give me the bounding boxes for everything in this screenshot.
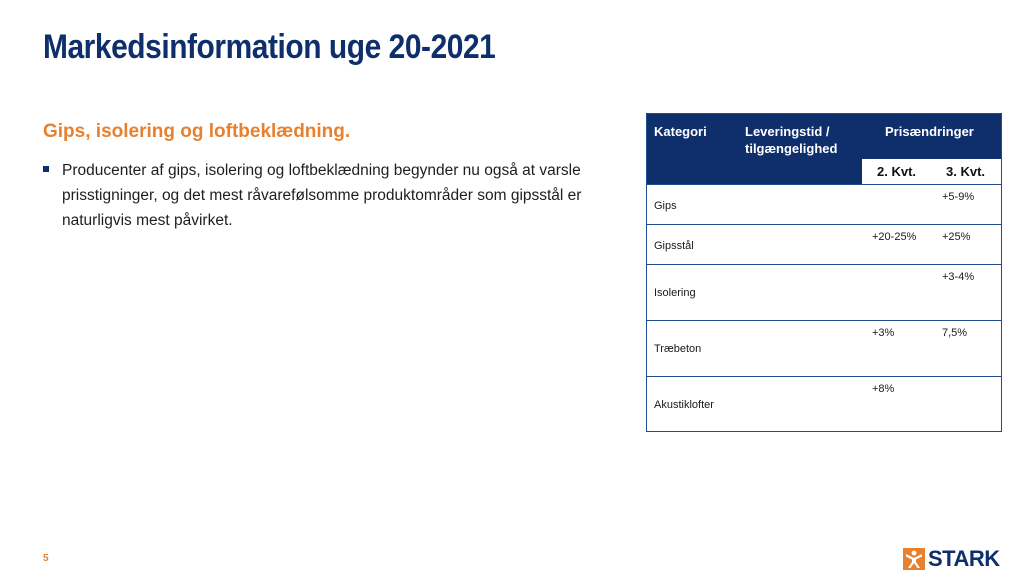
quarter-subheader <box>862 159 1001 184</box>
cell-q3: 7,5% <box>942 327 968 339</box>
bullet-item <box>43 158 613 233</box>
cell-q3: +3-4% <box>942 271 975 283</box>
page-number: 5 <box>43 553 49 564</box>
cell-category: Akustiklofter <box>654 399 714 411</box>
table-row <box>647 224 1001 264</box>
cell-q2: +8% <box>872 383 895 395</box>
cell-category: Træbeton <box>654 343 702 355</box>
section-subtitle: Gips, isolering og loftbeklædning. <box>43 121 351 142</box>
market-info-table <box>646 113 1002 432</box>
cell-q3: +5-9% <box>942 191 975 203</box>
bullet-list <box>43 158 613 233</box>
table-row <box>647 320 1001 376</box>
table-row <box>647 184 1001 224</box>
logo-text: STARK <box>928 546 1000 571</box>
header-price-changes: Prisændringer <box>885 124 974 139</box>
page-title: Markedsinformation uge 20-2021 <box>43 28 496 66</box>
cell-q3: +25% <box>942 231 971 243</box>
header-q3: 3. Kvt. <box>946 164 986 179</box>
table-row <box>647 376 1001 431</box>
cell-category: Gips <box>654 200 677 212</box>
table-header <box>647 114 1001 184</box>
cell-q2: +3% <box>872 327 895 339</box>
stark-figure-icon <box>903 548 925 570</box>
header-category: Kategori <box>654 124 707 139</box>
cell-q2: +20-25% <box>872 231 917 243</box>
header-lead-time: Leveringstid / tilgængelighed <box>745 124 838 156</box>
cell-category: Gipsstål <box>654 240 694 252</box>
header-q2: 2. Kvt. <box>877 164 917 179</box>
stark-logo <box>903 546 1000 572</box>
cell-category: Isolering <box>654 287 696 299</box>
bullet-text: Producenter af gips, isolering og loftbeklædning begynder nu også at varsle prisstigninger, og det mest råvarefølsomme produktområder som gipsstål er naturligvis mest påvirket. <box>62 162 582 229</box>
square-bullet-icon <box>43 166 49 172</box>
table-row <box>647 264 1001 320</box>
